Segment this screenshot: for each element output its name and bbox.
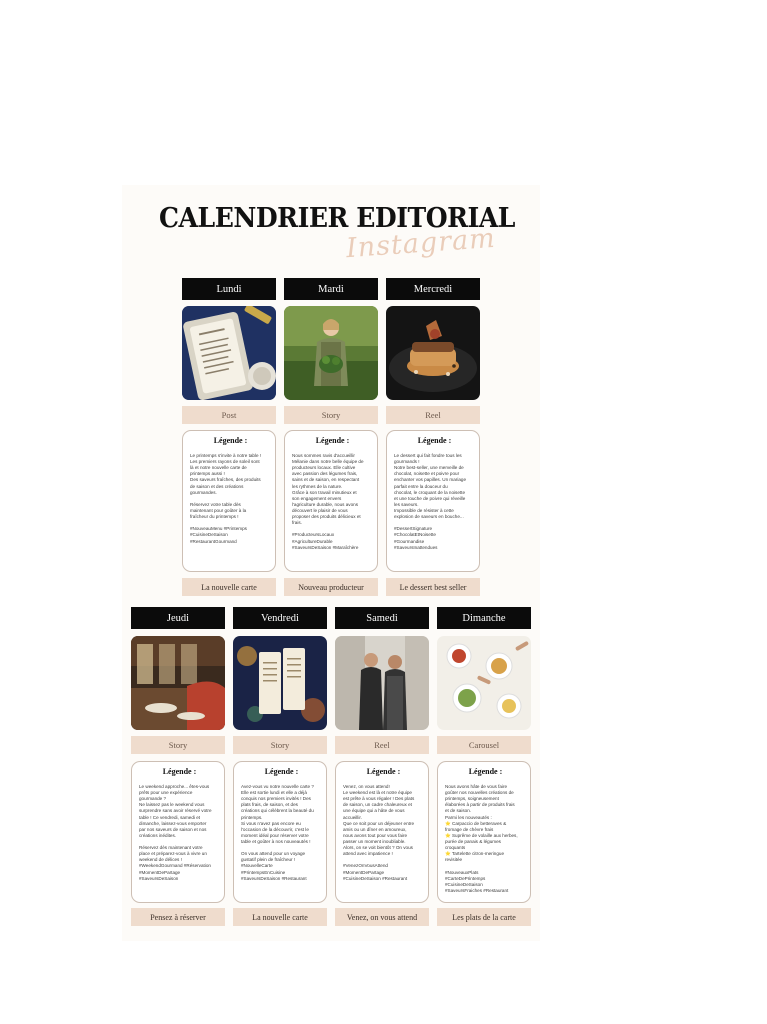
table-dishes-photo xyxy=(437,636,531,730)
legend-title: Légende : xyxy=(366,767,401,776)
day-header-mardi: Mardi xyxy=(284,278,378,300)
format-label-mardi: Story xyxy=(284,406,378,424)
chefs-portrait-photo xyxy=(335,636,429,730)
legend-title: Légende : xyxy=(468,767,503,776)
format-label-vendredi: Story xyxy=(233,736,327,754)
day-header-mercredi: Mercredi xyxy=(386,278,480,300)
caption-text: Avez-vous vu notre nouvelle carte ? Elle est sortie lundi et elle a déjà conquis nos premiers invités ! Des plats frais, de saison, et des créations qui célèbrent la beauté du printemps. Si vous n'avez pas encore eu l'occasion de la découvrir, c'est le moment idéal pour réserver votre table et goûter à nos nouveautés ! On vous attend pour un voyage gustatif plein de fraîcheur ! #NouvelleCarte #PrintempsEnCuisine #SaveursDeSaison #Restaurant xyxy=(241,784,314,881)
legend-title: Légende : xyxy=(315,436,350,445)
format-label-samedi: Reel xyxy=(335,736,429,754)
format-label-lundi: Post xyxy=(182,406,276,424)
script-subtitle: Instagram xyxy=(345,222,497,265)
caption-card-mercredi xyxy=(386,430,480,572)
theme-label-dimanche: Les plats de la carte xyxy=(437,908,531,926)
caption-text: Venez, on vous attend! Le weekend est là et notre équipe est prête à vous régaler ! Des plats de saison, un cadre chaleureux et une équipe qui a hâte de vous accueillir. Que ce soit pour un déjeuner entre amis ou un dîner en amoureux, nous avons tout pour vous faire passer un moment inoubliable. Alors, on se voit bientôt ? On vous attend avec impatience ! #VenezOnVousAttend #MomentDePartage #CuisineDeSaison #Restaurant xyxy=(343,784,415,881)
legend-title: Légende : xyxy=(213,436,248,445)
menu-cards-photo xyxy=(233,636,327,730)
format-label-mercredi: Reel xyxy=(386,406,480,424)
day-header-lundi: Lundi xyxy=(182,278,276,300)
caption-card-jeudi xyxy=(131,761,225,903)
farmer-field-photo xyxy=(284,306,378,400)
caption-text: Le weekend approche... êtes-vous prêts pour une expérience gourmande ? Ne laissez pas le weekend vous surprendre sans avoir réservé votre table ! Ce vendredi, samedi et dimanche, laissez-vous emporter par nos saveurs de saison et nos créations inédites. Réservez dès maintenant votre place et préparez-vous à vivre un weekend de délices ! #WeekendGourmand #Réservation #MomentDePartage #SaveursDeSaison xyxy=(139,784,212,881)
format-label-jeudi: Story xyxy=(131,736,225,754)
caption-text: Le dessert qui fait fondre tous les gourmands ! Notre best-seller, une merveille de chocolat, noisette et poivre pour enchanter vos papilles. Un mariage parfait entre la douceur du chocolat, le croquant de la noisette et une touche de poivre qui réveille les saveurs. Impossible de résister à cette explosion de saveurs en bouche... #DessertSignature #ChocolatEtNoisette #Gourmandise #SaveursInattendues xyxy=(394,453,467,550)
legend-title: Légende : xyxy=(417,436,452,445)
caption-text: Le printemps s'invite à notre table ! Les premiers rayons de soleil sont là et notre nouvelle carte de printemps aussi ! Des saveurs fraîches, des produits de saison et des créations gourmandes. Réservez votre table dès maintenant pour goûter à la fraîcheur du printemps ! #NouveauMenu #Printemps #CuisineDeSaison #RestaurantGourmand xyxy=(190,453,262,544)
day-header-samedi: Samedi xyxy=(335,607,429,629)
caption-card-mardi xyxy=(284,430,378,572)
caption-text: Nous sommes ravis d'accueillir Mélanie dans notre belle équipe de producteurs locaux. Elle cultive avec passion des légumes frais, sains et de saison, en respectant les rythmes de la nature. Grâce à son travail minutieux et son engagement envers l'agriculture durable, nous avons découvert le plaisir de vous proposer des produits délicieux et frais. #ProducteursLocaux #AgricultureDurable #SaveursDeSaison #Maraîchère xyxy=(292,453,364,550)
caption-card-lundi xyxy=(182,430,276,572)
tablet-menu-photo xyxy=(182,306,276,400)
day-header-dimanche: Dimanche xyxy=(437,607,531,629)
caption-card-dimanche xyxy=(437,761,531,903)
legend-title: Légende : xyxy=(264,767,299,776)
theme-label-mardi: Nouveau producteur xyxy=(284,578,378,596)
day-header-jeudi: Jeudi xyxy=(131,607,225,629)
theme-label-vendredi: La nouvelle carte xyxy=(233,908,327,926)
caption-card-samedi xyxy=(335,761,429,903)
theme-label-lundi: La nouvelle carte xyxy=(182,578,276,596)
page-title: CALENDRIER EDITORIAL xyxy=(158,203,516,234)
caption-text: Nous avons hâte de vous faire goûter nos nouvelles créations de printemps, soigneusement élaborées à partir de produits frais et de saison. Parmi les nouveautés : ⭐ Carpaccio de betteraves & fromage de chèvre frais ⭐ Suprême de volaille aux herbes, purée de panais & légumes croquants ⭐ Tartelette citron-meringue revisitée #NouveauxPlats #CarteDePrintemps #CuisineDeSaison #SaveursFraiches #Restaurant xyxy=(445,784,518,893)
restaurant-interior-photo xyxy=(131,636,225,730)
theme-label-mercredi: Le dessert best seller xyxy=(386,578,480,596)
caption-card-vendredi xyxy=(233,761,327,903)
legend-title: Légende : xyxy=(162,767,197,776)
theme-label-samedi: Venez, on vous attend xyxy=(335,908,429,926)
dessert-plate-photo xyxy=(386,306,480,400)
day-header-vendredi: Vendredi xyxy=(233,607,327,629)
theme-label-jeudi: Pensez à réserver xyxy=(131,908,225,926)
format-label-dimanche: Carousel xyxy=(437,736,531,754)
